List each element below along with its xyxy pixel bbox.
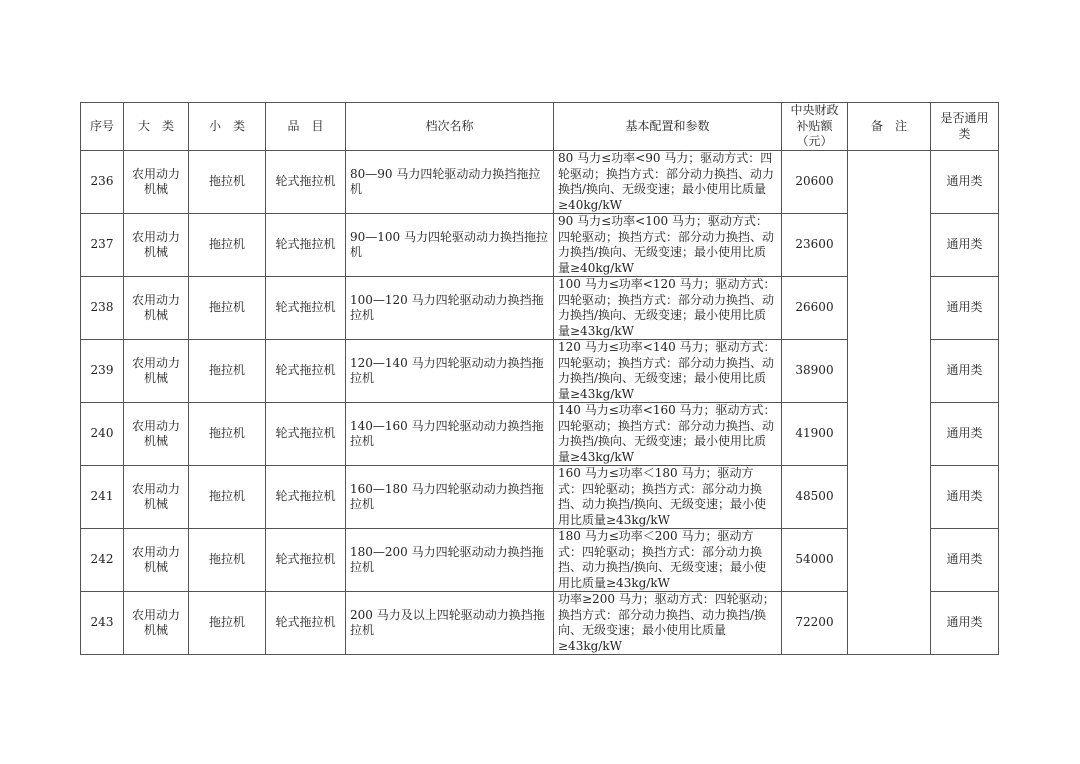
header-grade-name: 档次名称 — [346, 103, 554, 151]
cell-config-params: 120 马力≤功率<140 马力；驱动方式：四轮驱动；换挡方式：部分动力换挡、动力换挡/换向、无级变速；最小使用比质量≥43kg/kW — [554, 340, 782, 403]
cell-major-category: 农用动力机械 — [124, 466, 189, 529]
cell-is-general: 通用类 — [931, 403, 999, 466]
cell-seq: 240 — [81, 403, 124, 466]
cell-is-general: 通用类 — [931, 340, 999, 403]
cell-major-category: 农用动力机械 — [124, 277, 189, 340]
header-subsidy: 中央财政补贴额（元） — [782, 103, 848, 151]
cell-subsidy: 23600 — [782, 214, 848, 277]
cell-grade-name: 160—180 马力四轮驱动动力换挡拖拉机 — [346, 466, 554, 529]
cell-is-general: 通用类 — [931, 592, 999, 655]
header-is-general: 是否通用类 — [931, 103, 999, 151]
cell-item: 轮式拖拉机 — [266, 466, 346, 529]
cell-config-params: 90 马力≤功率<100 马力；驱动方式：四轮驱动；换挡方式：部分动力换挡、动力换挡/换向、无级变速；最小使用比质量≥40kg/kW — [554, 214, 782, 277]
cell-subsidy: 72200 — [782, 592, 848, 655]
cell-minor-category: 拖拉机 — [189, 340, 266, 403]
cell-subsidy: 54000 — [782, 529, 848, 592]
cell-config-params: 80 马力≤功率<90 马力；驱动方式：四轮驱动；换挡方式：部分动力换挡、动力换挡/换向、无级变速；最小使用比质量≥40kg/kW — [554, 151, 782, 214]
cell-config-params: 160 马力≤功率＜180 马力；驱动方式：四轮驱动；换挡方式：部分动力换挡、动力换挡/换向、无级变速；最小使用比质量≥43kg/kW — [554, 466, 782, 529]
cell-minor-category: 拖拉机 — [189, 466, 266, 529]
cell-is-general: 通用类 — [931, 277, 999, 340]
cell-is-general: 通用类 — [931, 151, 999, 214]
cell-item: 轮式拖拉机 — [266, 277, 346, 340]
header-remarks: 备 注 — [848, 103, 931, 151]
cell-item: 轮式拖拉机 — [266, 529, 346, 592]
cell-subsidy: 38900 — [782, 340, 848, 403]
table-row — [81, 151, 999, 214]
cell-major-category: 农用动力机械 — [124, 340, 189, 403]
cell-major-category: 农用动力机械 — [124, 529, 189, 592]
cell-major-category: 农用动力机械 — [124, 592, 189, 655]
header-minor-category: 小 类 — [189, 103, 266, 151]
cell-item: 轮式拖拉机 — [266, 151, 346, 214]
cell-seq: 239 — [81, 340, 124, 403]
cell-grade-name: 90—100 马力四轮驱动动力换挡拖拉机 — [346, 214, 554, 277]
header-major-category: 大 类 — [124, 103, 189, 151]
cell-seq: 241 — [81, 466, 124, 529]
subsidy-table — [80, 102, 999, 655]
cell-seq: 237 — [81, 214, 124, 277]
cell-item: 轮式拖拉机 — [266, 214, 346, 277]
cell-config-params: 功率≥200 马力；驱动方式：四轮驱动；换挡方式：部分动力换挡、动力换挡/换向、无级变速；最小使用比质量≥43kg/kW — [554, 592, 782, 655]
cell-grade-name: 200 马力及以上四轮驱动动力换挡拖拉机 — [346, 592, 554, 655]
cell-seq: 243 — [81, 592, 124, 655]
cell-grade-name: 80—90 马力四轮驱动动力换挡拖拉机 — [346, 151, 554, 214]
header-seq: 序号 — [81, 103, 124, 151]
cell-config-params: 140 马力≤功率<160 马力；驱动方式：四轮驱动；换挡方式：部分动力换挡、动力换挡/换向、无级变速；最小使用比质量≥43kg/kW — [554, 403, 782, 466]
cell-grade-name: 140—160 马力四轮驱动动力换挡拖拉机 — [346, 403, 554, 466]
cell-major-category: 农用动力机械 — [124, 214, 189, 277]
cell-minor-category: 拖拉机 — [189, 151, 266, 214]
cell-subsidy: 20600 — [782, 151, 848, 214]
header-item: 品 目 — [266, 103, 346, 151]
cell-config-params: 180 马力≤功率＜200 马力；驱动方式：四轮驱动；换挡方式：部分动力换挡、动力换挡/换向、无级变速；最小使用比质量≥43kg/kW — [554, 529, 782, 592]
cell-remarks — [848, 151, 931, 655]
header-row — [81, 103, 999, 151]
cell-major-category: 农用动力机械 — [124, 151, 189, 214]
cell-minor-category: 拖拉机 — [189, 529, 266, 592]
cell-seq: 242 — [81, 529, 124, 592]
cell-seq: 238 — [81, 277, 124, 340]
cell-is-general: 通用类 — [931, 529, 999, 592]
cell-is-general: 通用类 — [931, 466, 999, 529]
cell-major-category: 农用动力机械 — [124, 403, 189, 466]
cell-minor-category: 拖拉机 — [189, 403, 266, 466]
cell-subsidy: 41900 — [782, 403, 848, 466]
cell-config-params: 100 马力≤功率<120 马力；驱动方式：四轮驱动；换挡方式：部分动力换挡、动力换挡/换向、无级变速；最小使用比质量≥43kg/kW — [554, 277, 782, 340]
cell-grade-name: 180—200 马力四轮驱动动力换挡拖拉机 — [346, 529, 554, 592]
cell-item: 轮式拖拉机 — [266, 592, 346, 655]
cell-is-general: 通用类 — [931, 214, 999, 277]
cell-seq: 236 — [81, 151, 124, 214]
cell-subsidy: 48500 — [782, 466, 848, 529]
cell-minor-category: 拖拉机 — [189, 214, 266, 277]
cell-grade-name: 100—120 马力四轮驱动动力换挡拖拉机 — [346, 277, 554, 340]
cell-item: 轮式拖拉机 — [266, 340, 346, 403]
cell-subsidy: 26600 — [782, 277, 848, 340]
header-config-params: 基本配置和参数 — [554, 103, 782, 151]
cell-grade-name: 120—140 马力四轮驱动动力换挡拖拉机 — [346, 340, 554, 403]
cell-item: 轮式拖拉机 — [266, 403, 346, 466]
cell-minor-category: 拖拉机 — [189, 277, 266, 340]
cell-minor-category: 拖拉机 — [189, 592, 266, 655]
